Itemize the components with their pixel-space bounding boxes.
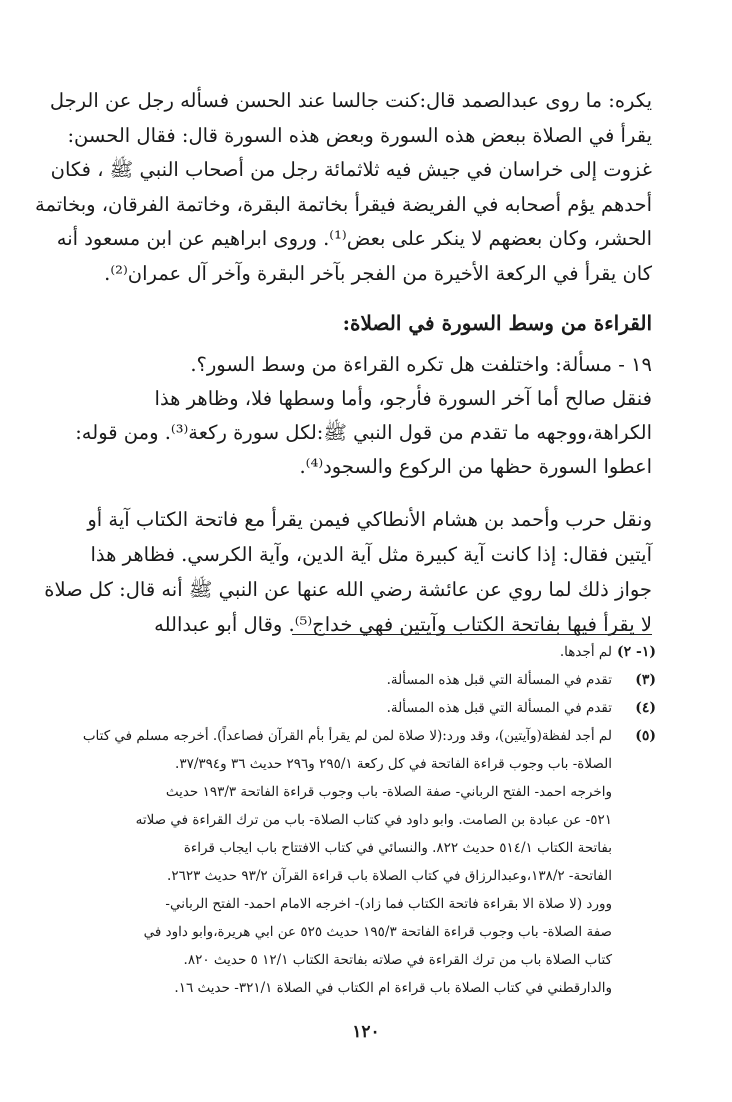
text-line: ١٩ - مسألة: واختلفت هل تكره القراءة من وسط السور؟. <box>190 353 652 376</box>
footnote-number: (٣) <box>635 672 656 688</box>
section-heading <box>86 307 652 339</box>
issue-paragraph <box>75 348 652 484</box>
text-line: الكراهة،ووجهه ما تقدم من قول النبي ﷺ:لكل سورة ركعة⁽³⁾. ومن قوله: <box>75 421 652 444</box>
footnote-text: بفاتحة الكتاب ٥١٤/١ حديث ٨٢٢. والنسائي في كتاب الافتتاح باب ايجاب قراءة <box>183 840 612 856</box>
text-line: يكره: ما روى عبدالصمد قال:كنت جالسا عند الحسن فسأله رجل عن الرجل <box>49 89 652 112</box>
footnote-text: لم أجد لفظة(وآيتين)، وقد ورد:(لا صلاة لمن لم يقرأ بأم القرآن فصاعداً). أخرجه مسلم في كتاب <box>82 728 612 744</box>
footnote-text: والدارقطني في كتاب الصلاة باب قراءة ام الكتاب في الصلاة ٣٢١/١- حديث ١٦. <box>174 980 612 996</box>
text-line: فنقل صالح أما آخر السورة فأرجو، وأما وسطها فلا، وظاهر هذا <box>154 387 652 410</box>
text-line: يقرأ في الصلاة ببعض هذه السورة وبعض هذه السورة قال: فقال الحسن: <box>67 123 652 147</box>
narration-paragraph <box>44 502 652 642</box>
footnote-number: (٤) <box>635 700 656 716</box>
text-line: اعطوا السورة حظها من الركوع والسجود⁽⁴⁾. <box>299 455 652 478</box>
footnotes <box>82 638 656 1002</box>
footnote-4 <box>86 694 656 722</box>
footnote-1-2 <box>86 638 656 666</box>
footnote-text: تقدم في المسألة التي قبل هذه المسألة. <box>386 672 612 688</box>
footnote-3 <box>86 666 656 694</box>
footnote-text: الصلاة- باب وجوب قراءة الفاتحة في كل ركعة ٢٩٥/١ و٢٩٦ حديث ٣٦ و٣٧/٣٩٤. <box>175 756 612 772</box>
footnote-5 <box>82 722 656 1002</box>
footnote-text: لم أجدها. <box>559 644 612 660</box>
footnote-text: ٥٢١- عن عبادة بن الصامت. وابو داود في كتاب الصلاة- باب من ترك القراءة في صلاته <box>135 812 612 828</box>
text-line: كان يقرأ في الركعة الأخيرة من الفجر بآخر البقرة وآخر آل عمران⁽²⁾. <box>104 261 652 285</box>
text-line: ونقل حرب وأحمد بن هشام الأنطاكي فيمن يقرأ مع فاتحة الكتاب آية أو <box>87 508 652 531</box>
footnote-text: صفة الصلاة- باب وجوب قراءة الفاتحة ١٩٥/٣ حديث ٥٢٥ عن ابي هريرة،وابو داود في <box>143 924 612 940</box>
text-line: غزوت إلى خراسان في جيش فيه ثلاثمائة رجل من أصحاب النبي ﷺ ، فكان <box>50 158 652 182</box>
footnote-number: (٥) <box>635 728 656 744</box>
main-paragraph <box>35 84 652 292</box>
footnote-text: وورد (لا صلاة الا بقراءة فاتحة الكتاب فما زاد)- اخرجه الامام احمد- الفتح الرباني- <box>165 896 612 912</box>
footnote-text: واخرجه احمد- الفتح الرباني- صفة الصلاة- باب وجوب قراءة الفاتحة ١٩٣/٣ حديث <box>165 784 612 800</box>
footnote-divider <box>292 634 652 635</box>
footnote-text: تقدم في المسألة التي قبل هذه المسألة. <box>386 700 612 716</box>
text-line: آيتين فقال: إذا كانت آية كبيرة مثل آية الدين، وآية الكرسي. فظاهر هذا <box>90 543 652 566</box>
footnote-text: الفاتحة- ١٣٨/٢،وعبدالرزاق في كتاب الصلاة باب قراءة القرآن ٩٣/٢ حديث ٢٦٢٣. <box>167 868 612 884</box>
text-line: جواز ذلك لما روي عن عائشة رضي الله عنها عن النبي ﷺ أنه قال: كل صلاة <box>44 578 652 601</box>
footnote-text: كتاب الصلاة باب من ترك القراءة في صلاته بفاتحة الكتاب ١٢/١ ٥ حديث ٨٢٠. <box>183 952 612 968</box>
page-number: ١٢٠ <box>352 1022 380 1042</box>
footnote-number: (١- ٢) <box>617 644 656 660</box>
heading-text: القراءة من وسط السورة في الصلاة: <box>342 311 652 335</box>
text-line: الحشر، وكان بعضهم لا ينكر على بعض⁽¹⁾. وروى ابراهيم عن ابن مسعود أنه <box>56 227 652 251</box>
text-line: أحدهم يؤم أصحابه في الفريضة فيقرأ بخاتمة البقرة، وخاتمة الفرقان، وبخاتمة <box>35 192 652 216</box>
text-line: لا يقرأ فيها بفاتحة الكتاب وآيتين فهي خداج⁽⁵⁾. وقال أبو عبدالله <box>154 613 652 636</box>
